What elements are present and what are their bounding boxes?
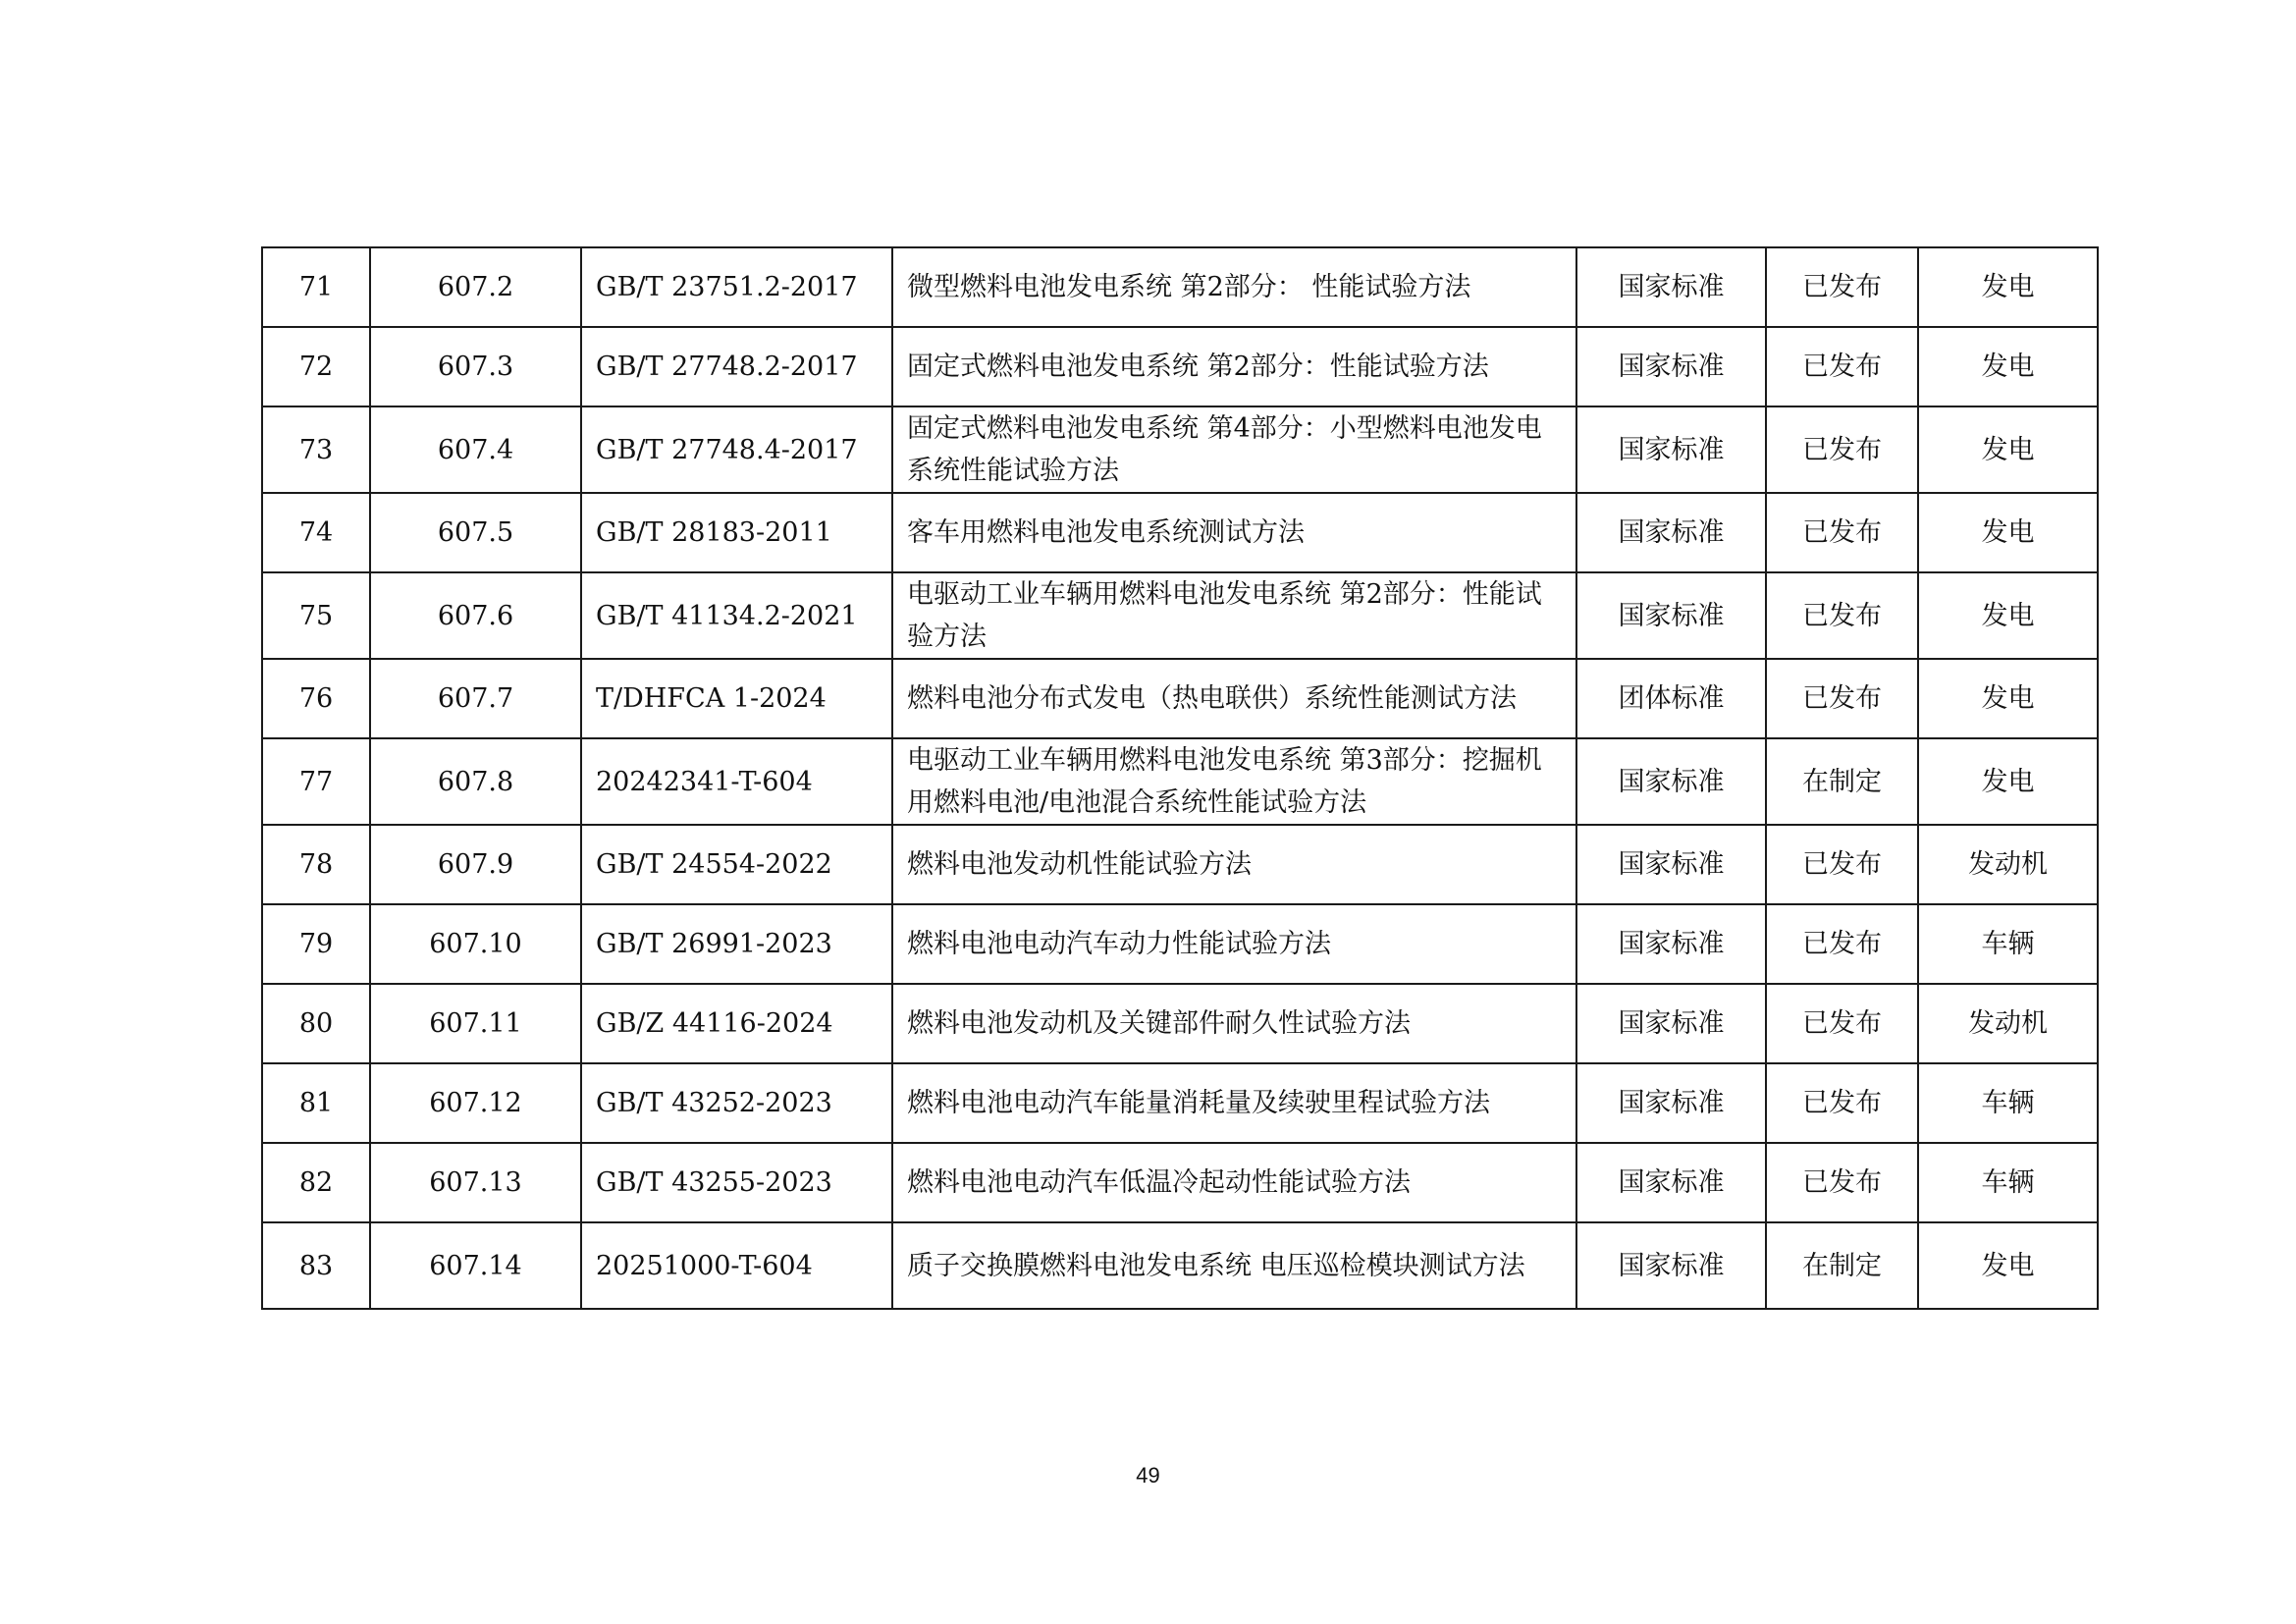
table-row [262, 247, 2098, 327]
standards-table [261, 246, 2099, 1310]
standard-category: 发电 [1918, 1222, 2098, 1309]
standard-type: 国家标准 [1576, 1222, 1766, 1309]
standard-status: 在制定 [1766, 1222, 1918, 1309]
standard-status: 已发布 [1766, 1143, 1918, 1222]
clause-number: 607.12 [370, 1063, 581, 1143]
page-number: 49 [1136, 1463, 1160, 1488]
standard-status: 已发布 [1766, 904, 1918, 984]
standard-category: 车辆 [1918, 1143, 2098, 1222]
standard-name: 固定式燃料电池发电系统 第2部分：性能试验方法 [892, 327, 1576, 406]
table-row [262, 572, 2098, 659]
standard-category: 发动机 [1918, 984, 2098, 1063]
standard-name: 电驱动工业车辆用燃料电池发电系统 第2部分：性能试验方法 [892, 572, 1576, 659]
standard-type: 国家标准 [1576, 406, 1766, 493]
table-row [262, 327, 2098, 406]
clause-number: 607.14 [370, 1222, 581, 1309]
table-row [262, 659, 2098, 738]
standard-category: 车辆 [1918, 1063, 2098, 1143]
standard-status: 已发布 [1766, 984, 1918, 1063]
clause-number: 607.4 [370, 406, 581, 493]
table-row [262, 984, 2098, 1063]
row-number: 72 [262, 327, 370, 406]
row-number: 83 [262, 1222, 370, 1309]
standard-name: 燃料电池分布式发电（热电联供）系统性能测试方法 [892, 659, 1576, 738]
row-number: 82 [262, 1143, 370, 1222]
standard-type: 国家标准 [1576, 984, 1766, 1063]
standard-status: 已发布 [1766, 572, 1918, 659]
standard-status: 已发布 [1766, 493, 1918, 572]
row-number: 71 [262, 247, 370, 327]
standard-name: 质子交换膜燃料电池发电系统 电压巡检模块测试方法 [892, 1222, 1576, 1309]
row-number: 75 [262, 572, 370, 659]
clause-number: 607.3 [370, 327, 581, 406]
clause-number: 607.8 [370, 738, 581, 825]
standard-type: 国家标准 [1576, 493, 1766, 572]
row-number: 73 [262, 406, 370, 493]
row-number: 76 [262, 659, 370, 738]
standard-name: 固定式燃料电池发电系统 第4部分：小型燃料电池发电系统性能试验方法 [892, 406, 1576, 493]
standard-status: 已发布 [1766, 327, 1918, 406]
standard-name: 客车用燃料电池发电系统测试方法 [892, 493, 1576, 572]
standard-name: 燃料电池发动机及关键部件耐久性试验方法 [892, 984, 1576, 1063]
standard-status: 已发布 [1766, 825, 1918, 904]
standards-table-body [262, 247, 2098, 1309]
standard-category: 发电 [1918, 493, 2098, 572]
standard-code: GB/T 43255-2023 [581, 1143, 892, 1222]
standard-code: GB/T 23751.2-2017 [581, 247, 892, 327]
standard-code: GB/Z 44116-2024 [581, 984, 892, 1063]
table-row [262, 825, 2098, 904]
standard-category: 发电 [1918, 572, 2098, 659]
standard-category: 车辆 [1918, 904, 2098, 984]
standard-type: 国家标准 [1576, 1063, 1766, 1143]
standard-category: 发电 [1918, 659, 2098, 738]
standard-code: T/DHFCA 1-2024 [581, 659, 892, 738]
clause-number: 607.7 [370, 659, 581, 738]
standard-status: 在制定 [1766, 738, 1918, 825]
standard-code: GB/T 28183-2011 [581, 493, 892, 572]
table-row [262, 493, 2098, 572]
clause-number: 607.9 [370, 825, 581, 904]
standard-name: 燃料电池发动机性能试验方法 [892, 825, 1576, 904]
standard-name: 微型燃料电池发电系统 第2部分： 性能试验方法 [892, 247, 1576, 327]
standard-category: 发电 [1918, 327, 2098, 406]
standard-type: 团体标准 [1576, 659, 1766, 738]
standard-type: 国家标准 [1576, 572, 1766, 659]
standard-status: 已发布 [1766, 1063, 1918, 1143]
table-row [262, 738, 2098, 825]
standard-type: 国家标准 [1576, 904, 1766, 984]
standard-status: 已发布 [1766, 406, 1918, 493]
standard-type: 国家标准 [1576, 1143, 1766, 1222]
table-row [262, 1222, 2098, 1309]
clause-number: 607.5 [370, 493, 581, 572]
standard-code: GB/T 26991-2023 [581, 904, 892, 984]
standard-category: 发电 [1918, 406, 2098, 493]
row-number: 81 [262, 1063, 370, 1143]
standard-name: 电驱动工业车辆用燃料电池发电系统 第3部分：挖掘机用燃料电池/电池混合系统性能试验方法 [892, 738, 1576, 825]
clause-number: 607.6 [370, 572, 581, 659]
table-row [262, 904, 2098, 984]
clause-number: 607.13 [370, 1143, 581, 1222]
standard-type: 国家标准 [1576, 738, 1766, 825]
standard-category: 发电 [1918, 738, 2098, 825]
row-number: 74 [262, 493, 370, 572]
standard-type: 国家标准 [1576, 825, 1766, 904]
standard-code: GB/T 27748.4-2017 [581, 406, 892, 493]
standard-code: 20242341-T-604 [581, 738, 892, 825]
clause-number: 607.11 [370, 984, 581, 1063]
clause-number: 607.2 [370, 247, 581, 327]
standard-code: GB/T 43252-2023 [581, 1063, 892, 1143]
row-number: 77 [262, 738, 370, 825]
standard-category: 发动机 [1918, 825, 2098, 904]
standard-category: 发电 [1918, 247, 2098, 327]
row-number: 78 [262, 825, 370, 904]
standard-name: 燃料电池电动汽车动力性能试验方法 [892, 904, 1576, 984]
standard-code: GB/T 24554-2022 [581, 825, 892, 904]
standard-type: 国家标准 [1576, 247, 1766, 327]
standard-status: 已发布 [1766, 659, 1918, 738]
row-number: 80 [262, 984, 370, 1063]
table-row [262, 406, 2098, 493]
clause-number: 607.10 [370, 904, 581, 984]
standard-name: 燃料电池电动汽车能量消耗量及续驶里程试验方法 [892, 1063, 1576, 1143]
standard-code: GB/T 41134.2-2021 [581, 572, 892, 659]
standard-code: 20251000-T-604 [581, 1222, 892, 1309]
table-row [262, 1143, 2098, 1222]
table-row [262, 1063, 2098, 1143]
standard-code: GB/T 27748.2-2017 [581, 327, 892, 406]
standard-type: 国家标准 [1576, 327, 1766, 406]
row-number: 79 [262, 904, 370, 984]
standard-status: 已发布 [1766, 247, 1918, 327]
standard-name: 燃料电池电动汽车低温冷起动性能试验方法 [892, 1143, 1576, 1222]
